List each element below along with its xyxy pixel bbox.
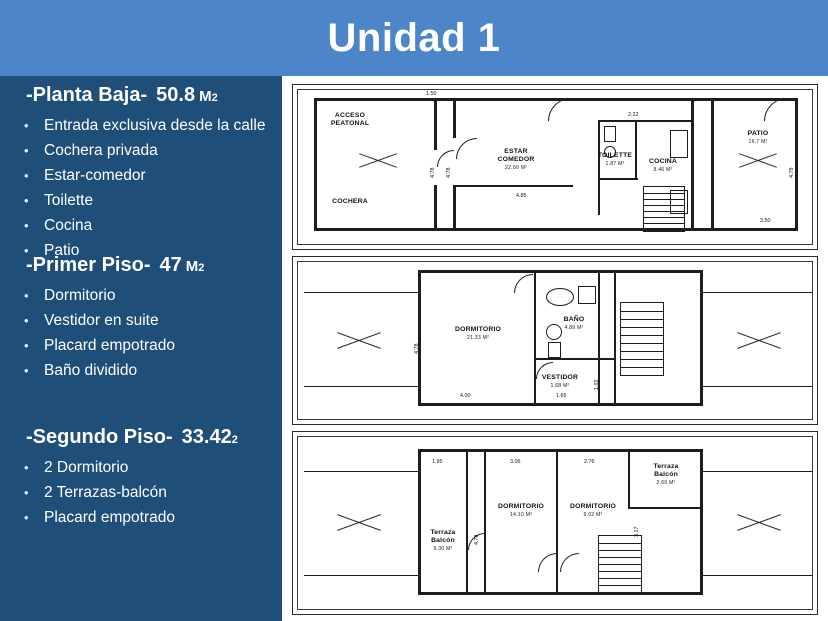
wall-left [418, 449, 421, 595]
wall-patio-left [711, 98, 714, 231]
fixture-shower [578, 286, 596, 304]
floor-unit-exponent: 2 [211, 92, 218, 104]
floor-feature-list-primer-piso [0, 283, 282, 383]
plan-frame [297, 436, 813, 610]
dimension-1-50: 1.50 [426, 91, 437, 97]
list-item: • Cochera privada [0, 138, 282, 163]
plan-frame [297, 89, 813, 245]
floorplan-first [292, 256, 818, 425]
plot-line-right-bottom [703, 575, 813, 576]
floor-heading-primer-piso [0, 254, 282, 277]
wall-bottom [314, 228, 798, 231]
wall-partition-garage-a [434, 98, 437, 150]
wall-top [418, 449, 703, 452]
header-band [0, 0, 828, 76]
room-label-cocina: COCINA 8.46 M² [648, 158, 677, 173]
dimension-3-06: 3.06 [510, 459, 521, 465]
room-label-vestidor: VESTIDOR 1.68 M² [541, 374, 579, 389]
dimension-1-65: 1.65 [556, 393, 567, 399]
list-item: • Placard empotrado [0, 333, 282, 358]
floor-heading-planta-baja [0, 84, 282, 107]
wall-left [418, 270, 421, 406]
room-label-patio: PATIO 16.7 M² [747, 130, 769, 145]
dimension-2-76: 2.76 [584, 459, 595, 465]
fixture-toilet [548, 342, 561, 358]
room-label-dormitorio-1: DORMITORIO 14.10 M² [497, 503, 545, 518]
wall-bedroom1-left [484, 449, 486, 595]
floor-heading-segundo-piso [0, 426, 282, 449]
room-label-dormitorio: DORMITORIO 21.33 M² [454, 326, 502, 341]
floor-unit-exponent: 2 [198, 262, 205, 274]
room-label-dormitorio-2: DORMITORIO 9.02 M² [569, 503, 617, 518]
wall-top [418, 270, 703, 273]
wall-estar-bottom [453, 185, 573, 187]
sidebar-content [0, 76, 282, 621]
room-label-cochera: COCHERA [332, 198, 368, 205]
wall-terrace2-left [628, 449, 630, 509]
wall-right [795, 98, 798, 231]
wall-partition-garage-b [434, 185, 437, 231]
floor-unit-exponent: 2 [231, 434, 238, 446]
list-item: • Cocina [0, 213, 282, 238]
staircase [620, 302, 664, 376]
floor-feature-list-planta-baja [0, 113, 282, 263]
list-item: • Toilette [0, 188, 282, 213]
floor-area: 33.42 [181, 426, 232, 448]
wall-kitchen-right [691, 98, 694, 231]
floor-block-primer-piso [0, 254, 282, 383]
list-item: • 2 Terrazas-balcón [0, 480, 282, 505]
wall-toilette-right [635, 120, 637, 180]
sidebar [0, 76, 282, 621]
room-label-terraza-balcon-2: Terraza Balcón 2.69 M² [653, 463, 679, 486]
floorplan-second [292, 431, 818, 615]
plot-line-left-top [304, 292, 418, 293]
hatch-x-right [736, 317, 782, 363]
dimension-3-50: 3.50 [760, 218, 771, 224]
floor-name: -Primer Piso- [26, 254, 151, 276]
wall-bottom [418, 403, 703, 406]
room-label-terraza-balcon-1: Terraza Balcón 9.30 M² [430, 529, 456, 552]
door-arc-entry [456, 138, 477, 159]
dimension-4-78-a: 4.78 [430, 167, 436, 178]
plot-line-right-top [703, 292, 813, 293]
wall-partition-hall [453, 98, 456, 138]
dimension-4-00: 4.00 [460, 393, 471, 399]
list-item: • 2 Dormitorio [0, 455, 282, 480]
door-arc-patio [764, 98, 787, 121]
wall-terrace-right [466, 449, 468, 595]
dimension-2-22: 2.22 [628, 112, 639, 118]
wall-toilette-bottom [598, 178, 638, 180]
door-arc-garage [437, 150, 454, 167]
floor-area: 47 [159, 254, 182, 276]
dimension-3-17: 3.17 [634, 526, 640, 537]
hatch-x-left [336, 499, 382, 545]
dimension-4-78-b: 4.78 [446, 167, 452, 178]
page-title: Unidad 1 [327, 16, 501, 60]
plot-line-left-top [304, 471, 418, 472]
plot-line-right-top [703, 471, 813, 472]
wall-bottom [418, 592, 703, 595]
hatch-x-left [336, 317, 382, 363]
floor-name: -Segundo Piso- [26, 426, 173, 448]
floor-block-segundo-piso [0, 426, 282, 530]
door-arc-front [548, 98, 571, 121]
wall-top [314, 98, 798, 101]
dimension-4-78: 4.78 [414, 343, 420, 354]
hatch-x-right [738, 140, 778, 180]
dimension-4-78: 4.78 [474, 534, 480, 545]
fixture-stove [670, 190, 688, 214]
floor-unit: M [199, 88, 212, 105]
floor-name: -Planta Baja- [26, 84, 148, 106]
list-item: • Entrada exclusiva desde la calle [0, 113, 282, 138]
floor-feature-list-segundo-piso [0, 455, 282, 530]
door-arc-bedroom2 [560, 553, 579, 572]
list-item: • Placard empotrado [0, 505, 282, 530]
door-arc-bedroom [514, 274, 533, 293]
plan-frame [297, 261, 813, 420]
fixture-toilet [604, 126, 616, 142]
room-label-toilette: TOILETTE 1.87 M² [597, 152, 633, 167]
floor-unit: M [185, 258, 199, 275]
room-label-estar-comedor: ESTAR COMEDOR 22.09 M² [497, 148, 535, 171]
list-item: • Estar-comedor [0, 163, 282, 188]
dimension-1-95: 1.95 [432, 459, 443, 465]
floorplans-area [282, 76, 828, 621]
room-label-acceso-peatonal: ACCESO PEATONAL [330, 112, 370, 127]
plot-line-left-bottom [304, 386, 418, 387]
wall-partition-hall-b [453, 185, 456, 231]
list-item: • Vestidor en suite [0, 308, 282, 333]
list-item: • Dormitorio [0, 283, 282, 308]
staircase [598, 535, 642, 595]
wall-stair-left [614, 270, 616, 406]
floor-area: 50.8 [156, 84, 196, 106]
plot-line-right-bottom [703, 386, 813, 387]
plot-line-left-bottom [304, 575, 418, 576]
list-item: • Baño dividido [0, 358, 282, 383]
wall-vestidor-top [534, 358, 614, 360]
floorplan-ground [292, 84, 818, 250]
hatch-x-right [736, 499, 782, 545]
door-arc-bedroom1 [538, 553, 557, 572]
fixture-counter [670, 130, 688, 158]
dimension-4-78-c: 4.78 [789, 167, 795, 178]
fixture-bathtub [546, 288, 574, 306]
room-label-bano: BAÑO 4.89 M² [563, 316, 585, 331]
wall-bedroom-divider [556, 449, 558, 595]
dimension-4-85: 4.85 [516, 193, 527, 199]
list-item: • Patio [0, 238, 282, 263]
dimension-1-02: 1.02 [594, 379, 600, 390]
floor-block-planta-baja [0, 84, 282, 263]
wall-service-top [598, 120, 693, 122]
wall-left [314, 98, 317, 231]
hatch-x-left [358, 140, 398, 180]
wall-terrace2-bottom [628, 507, 700, 509]
